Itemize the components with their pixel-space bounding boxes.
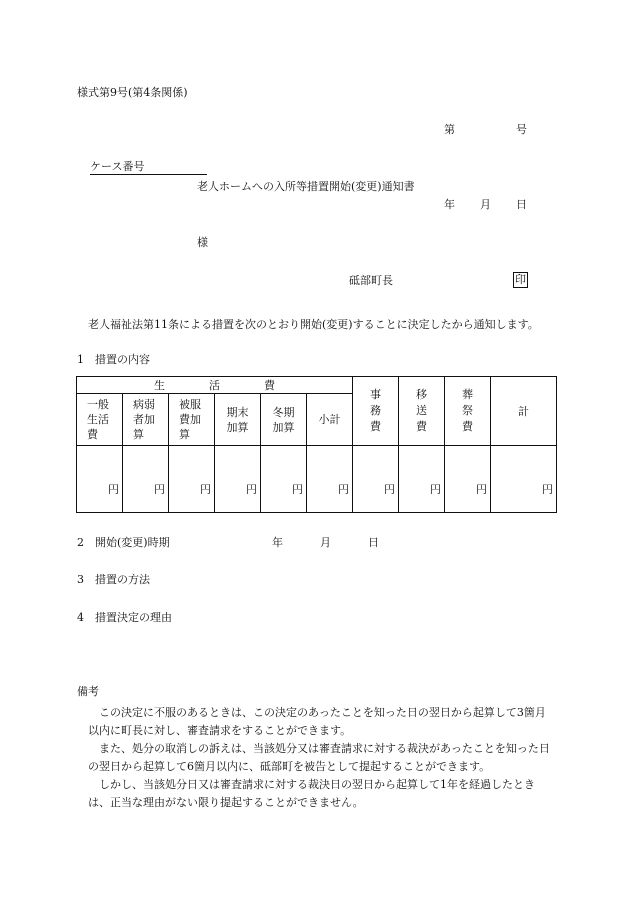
remarks-title: 備考	[77, 685, 99, 698]
header-office-cost: 事務費	[353, 377, 399, 446]
living-expenses-header: 生活費	[77, 377, 353, 394]
cell-funeral-cost: 円	[445, 446, 491, 513]
header-general-living: 一般生活費	[77, 394, 123, 446]
section-2-year: 年	[272, 536, 283, 549]
cell-general-living: 円	[77, 446, 123, 513]
seal-mark: 印	[515, 273, 526, 286]
document-number-suffix: 号	[516, 123, 527, 136]
remarks-body	[88, 704, 554, 812]
cell-total: 円	[491, 446, 557, 513]
section-2-day: 日	[368, 536, 379, 549]
header-total: 計	[491, 377, 557, 446]
cell-winter-addition: 円	[261, 446, 307, 513]
issuer: 砥部町長	[349, 274, 393, 287]
section-4-heading: 4 措置決定の理由	[77, 611, 172, 624]
cost-table	[76, 376, 557, 513]
header-subtotal: 小計	[307, 394, 353, 446]
intro-paragraph	[77, 316, 555, 334]
header-term-end-addition: 期末加算	[215, 394, 261, 446]
date-month: 月	[480, 198, 491, 211]
form-label: 様式第9号(第4条関係)	[77, 86, 188, 99]
remark-paragraph: この決定に不服のあるときは、この決定のあったことを知った日の翌日から起算して3箇月以内に町長に対し、審査請求をすることができます。	[88, 706, 546, 737]
header-illness-addition: 病弱者加算	[123, 394, 169, 446]
header-transport-cost: 移送費	[399, 377, 445, 446]
cell-illness-addition: 円	[123, 446, 169, 513]
case-number-label: ケース番号	[90, 160, 207, 175]
section-2-month: 月	[320, 536, 331, 549]
addressee-suffix: 様	[197, 236, 208, 249]
header-funeral-cost: 葬祭費	[445, 377, 491, 446]
section-2-heading: 2 開始(変更)時期	[77, 536, 170, 549]
cell-term-end-addition: 円	[215, 446, 261, 513]
remark-paragraph: また、処分の取消しの訴えは、当該処分又は審査請求に対する裁決があったことを知った日の翌日から起算して6箇月以内に、砥部町を被告として提起することができます。	[88, 742, 550, 773]
remark-paragraph: しかし、当該処分日又は審査請求に対する裁決日の翌日から起算して1年を経過したときは、正当な理由がない限り提起することができません。	[88, 778, 535, 809]
intro-text: 老人福祉法第11条による措置を次のとおり開始(変更)することに決定したから通知します。	[88, 318, 539, 331]
cell-transport-cost: 円	[399, 446, 445, 513]
cell-office-cost: 円	[353, 446, 399, 513]
date-day: 日	[516, 198, 527, 211]
header-winter-addition: 冬期加算	[261, 394, 307, 446]
header-clothing-addition: 被服費加算	[169, 394, 215, 446]
section-1-heading: 1 措置の内容	[77, 353, 150, 366]
cell-subtotal: 円	[307, 446, 353, 513]
section-3-heading: 3 措置の方法	[77, 573, 150, 586]
cell-clothing-addition: 円	[169, 446, 215, 513]
date-year: 年	[444, 198, 455, 211]
document-title: 老人ホームへの入所等措置開始(変更)通知書	[197, 180, 415, 193]
document-number-prefix: 第	[444, 123, 455, 136]
